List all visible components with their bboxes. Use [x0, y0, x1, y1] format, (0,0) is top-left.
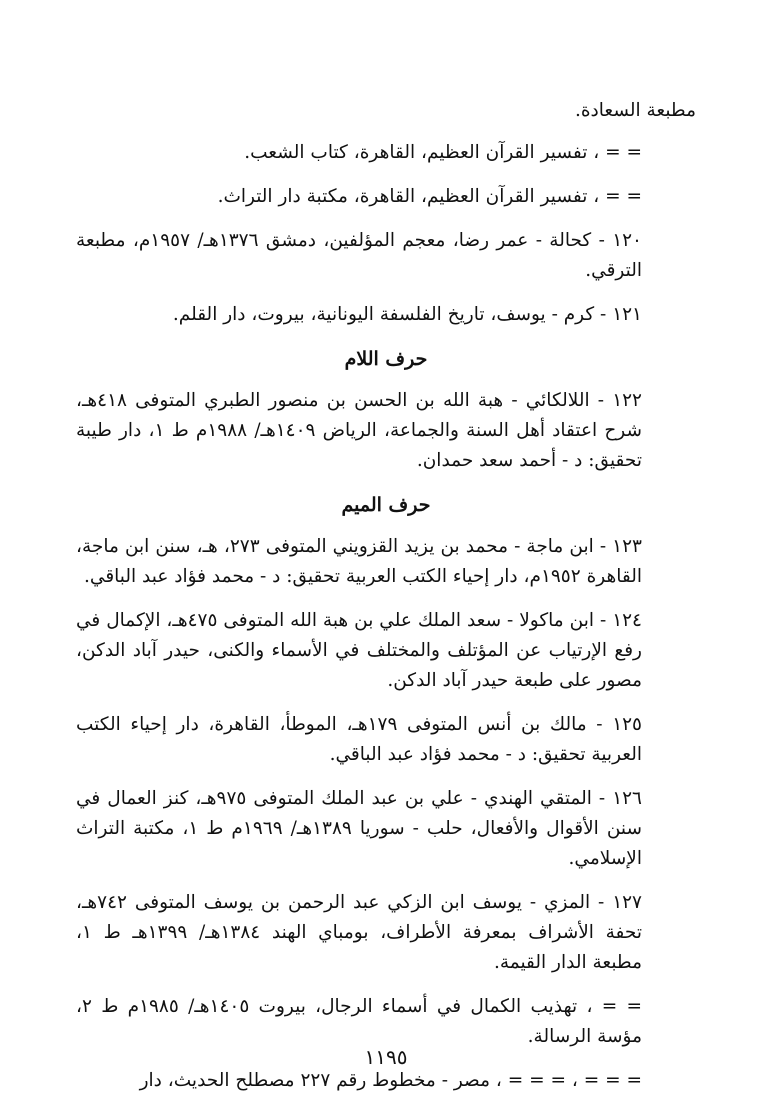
section-heading-mim: حرف الميم [341, 494, 431, 516]
bibliography-entry: = = ، تفسير القرآن العظيم، القاهرة، كتاب الشعب. [244, 142, 642, 163]
bibliography-entry-127: ١٢٧ - المزي - يوسف ابن الزكي عبد الرحمن بن يوسف المتوفى ٧٤٢هـ، تحفة الأشراف بمعرفة الأطراف، بومباي الهند ١٣٨٤هـ/ ١٣٩٩هـ ط ١، مطبعة الدار القيمة. [76, 892, 642, 973]
bibliography-entry-125: ١٢٥ - مالك بن أنس المتوفى ١٧٩هـ، الموطأ، القاهرة، دار إحياء الكتب العربية تحقيق: د - محمد فؤاد عبد الباقي. [76, 714, 642, 765]
continuation-line: مطبعة السعادة. [574, 100, 696, 121]
section-heading-lam: حرف اللام [344, 348, 428, 370]
bibliography-entry: = = ، تفسير القرآن العظيم، القاهرة، مكتبة دار التراث. [217, 186, 642, 207]
page-number: ١١٩٥ [364, 1045, 408, 1069]
bibliography-entry-126: ١٢٦ - المتقي الهندي - علي بن عبد الملك المتوفى ٩٧٥هـ، كنز العمال في سنن الأقوال والأفعال، حلب - سوريا ١٣٨٩هـ/ ١٩٦٩م ط ١، مكتبة التراث الإسلامي. [76, 788, 642, 869]
bibliography-entry-121: ١٢١ - كرم - يوسف، تاريخ الفلسفة اليونانية، بيروت، دار القلم. [172, 304, 642, 325]
bibliography-entry-124: ١٢٤ - ابن ماكولا - سعد الملك علي بن هبة الله المتوفى ٤٧٥هـ، الإكمال في رفع الإرتياب عن المؤتلف والمختلف في الأسماء والكنى، حيدر آباد الدكن، مصور على طبعة حيدر آباد الدكن. [76, 610, 642, 691]
bibliography-entry-120: ١٢٠ - كحالة - عمر رضا، معجم المؤلفين، دمشق ١٣٧٦هـ/ ١٩٥٧م، مطبعة الترقي. [76, 230, 642, 281]
bibliography-page [76, 96, 696, 1110]
bibliography-entry-122: ١٢٢ - اللالكائي - هبة الله بن الحسن بن منصور الطبري المتوفى ٤١٨هـ، شرح اعتقاد أهل السنة والجماعة، الرياض ١٤٠٩هـ/ ١٩٨٨م ط ١، دار طيبة تحقيق: د - أحمد سعد حمدان. [76, 390, 643, 471]
bibliography-entry-123: ١٢٣ - ابن ماجة - محمد بن يزيد القزويني المتوفى ٢٧٣، هـ، سنن ابن ماجة، القاهرة ١٩٥٢م، دار إحياء الكتب العربية تحقيق: د - محمد فؤاد عبد الباقي. [76, 536, 642, 587]
bibliography-entry: = = = ، = = = ، مصر - مخطوط رقم ٢٢٧ مصطلح الحديث، دار [139, 1070, 642, 1091]
bibliography-entry: = = ، تهذيب الكمال في أسماء الرجال، بيروت ١٤٠٥هـ/ ١٩٨٥م ط ٢، مؤسة الرسالة. [76, 996, 642, 1047]
